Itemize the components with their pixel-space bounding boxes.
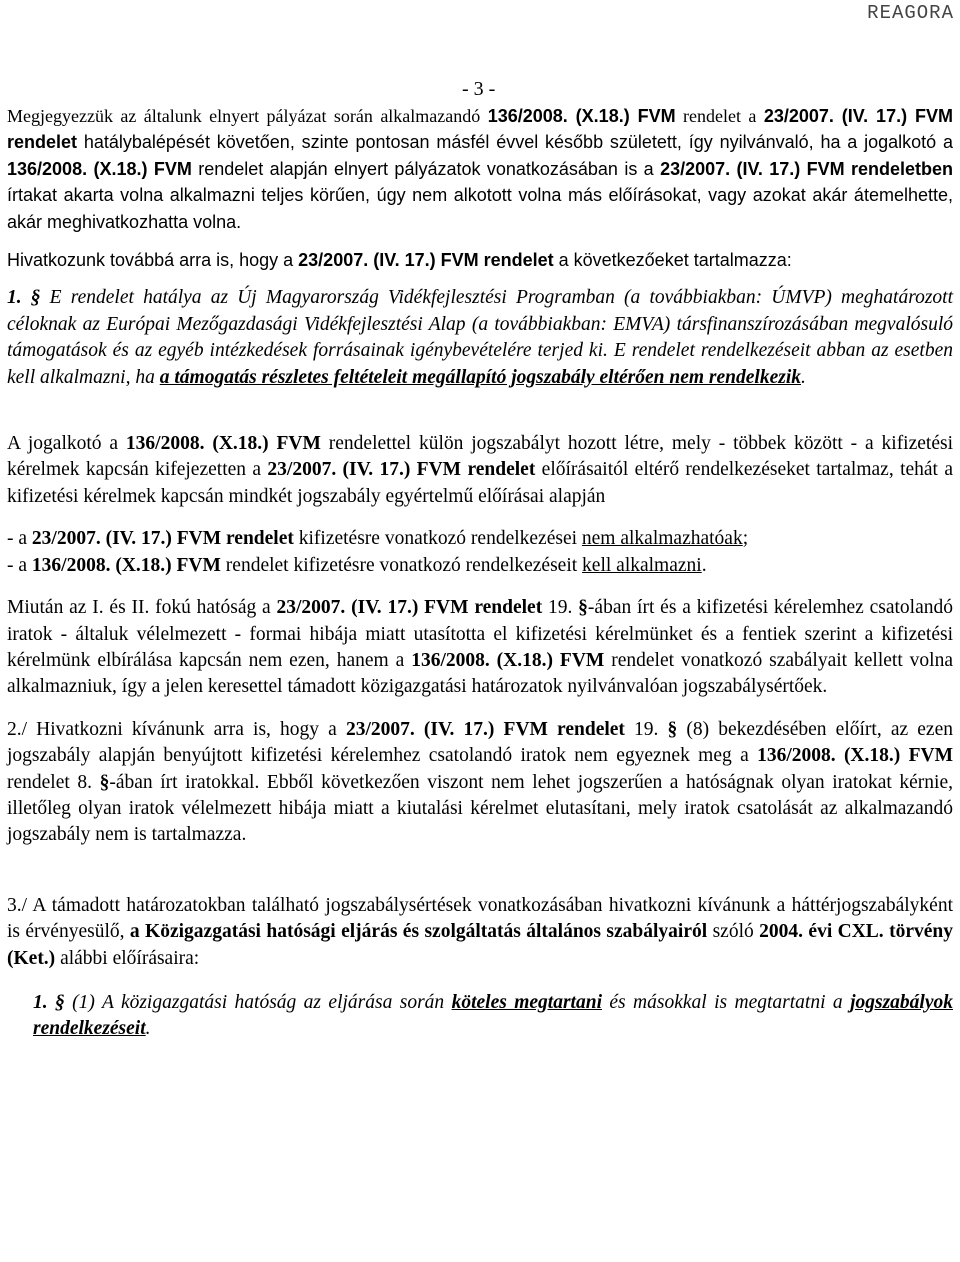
p2-text-c: a következőeket tartalmazza: [553,250,792,271]
p8-ref-2: 2004. évi CXL. törvény (Ket.) [7,921,953,969]
p6-text-d: -ában írt és a kifizetési kérelemhez csatolandó iratok - általuk vélelmezett - formai hibája miatt utasította el kifizetési kérelmünket és a fentiek szerint a kifizetési kérelmünk elbírálása kapcsán nem ezen, hanem a [7,597,953,671]
p6-text-a: Miután az I. és II. fokú hatóság a [7,597,277,619]
p8-text-a: 3./ A támadott határozatokban található jogszabálysértések vonatkozásában hivatkozni kívánunk a háttérjogszabályként is érvényesülő, [7,894,953,943]
p6-ref-2: 136/2008. (X.18.) FVM [411,649,605,671]
p4-ref-1: 136/2008. (X.18.) FVM [125,433,321,455]
p7-ref-1: 23/2007. (IV. 17.) FVM rendelet [345,718,625,740]
paragraph-8 [7,893,953,972]
quote-2-number: 1. [33,991,56,1013]
p1-text-d: hatálybalépését követően, szinte pontosan másfél évvel később született, így nyilvánvaló, ha a jogalkotó a [77,132,953,153]
p7-text-d: (8) bekezdésében előírt, az ezen jogszabály alapján benyújtott kifizetési kérelemhez csatolandó iratok nem egyeznek meg a [7,718,953,767]
p4-text-d: előírásaitól eltérő rendelkezéseket tartalmaz, tehát a kifizetési kérelmek kapcsán mindkét jogszabály egyértelmű előírásai alapján [7,459,953,507]
section-symbol: § [99,771,110,793]
p1-text-c: rendelet a [675,106,764,126]
p6-text-c: 19. [542,597,579,619]
p8-text-c: szóló [707,921,760,943]
p1-text-e: rendelet alapján elnyert pályázatok vonatkozásában is a [191,158,661,179]
p6-text-e: rendelet vonatkozó szabályait kellett volna alkalmazniuk, így a jelen keresettel támadott közigazgatási határozatok nyilvánvalóan jogszabálysértőek. [7,649,953,698]
page-number: - 3 - [462,78,496,100]
document-body [7,103,953,1043]
quote-1-text: E rendelet hatálya az Új Magyarország Vidékfejlesztési Programban (a továbbiakban: ÚMVP) meghatározott céloknak az Európai Mezőgazdasági Vidékfejlesztési Alap (a továbbiakban: EMVA) társfinanszírozásában megvalósuló támogatások és az egyéb intézkedések forrásainak igénybevételére terjed ki. E rendelet rendelkezéseit abban az esetben kell alkalmazni, ha [7,287,953,388]
list-item-1: - a 23/2007. (IV. 17.) FVM rendelet kifizetésre vonatkozó rendelkezései nem alkalmazhatóak; [7,528,749,550]
p4-text-c: rendelettel külön jogszabályt hozott létre, mely - többek között - a kifizetési kérelmek kapcsán kifejezetten a [7,433,953,481]
paragraph-4 [7,431,953,510]
section-symbol: § [30,287,41,309]
p1-ref-1: 136/2008. (X.18.) FVM [487,106,676,126]
paragraph-6 [7,595,953,701]
quote-1-end: . [801,366,806,388]
p4-ref-2: 23/2007. (IV. 17.) FVM rendelet [267,459,536,481]
quote-paragraph-1 [7,285,953,391]
paragraph-2 [7,247,953,273]
p4-text-a: A jogalkotó a [7,433,126,455]
p7-text-f: -ában írt iratokkal. Ebből következően viszont nem lehet jogszerűen a hatóságnak olyan iratokat kérnie, illetőleg olyan iratok vélelmezett hibája miatt a kiutalási kérelmet elutasítani, mely iratok csatolását az alkalmazandó jogszabály nem is tartalmazza. [7,771,954,846]
p7-text-c: 19. [624,718,668,740]
p1-ref-3: 136/2008. (X.18.) FVM [7,158,192,179]
list-conclusions [7,526,953,579]
section-symbol: § [578,597,588,619]
quote-paragraph-2 [7,990,953,1043]
quote-1-number: 1. [7,287,31,309]
quote-1-emphasis: a támogatás részletes feltételeit megállapító jogszabály eltérően nem rendelkezik [159,366,801,388]
list-item-2: - a 136/2008. (X.18.) FVM rendelet kifizetésre vonatkozó rendelkezéseit kell alkalmazni. [7,554,707,576]
p1-ref-4: 23/2007. (IV. 17.) FVM rendeletben [660,158,953,179]
p1-text-f: írtakat akarta volna alkalmazni teljes körűen, úgy nem alkotott volna más előírásokat, vagy azokat akár átemelhette, akár meghivatkozhatta volna. [7,185,953,232]
p1-ref-2: 23/2007. (IV. 17.) FVM rendelet [7,106,953,153]
p6-ref-1: 23/2007. (IV. 17.) FVM rendelet [276,597,543,619]
p1-text-a: Megjegyezzük az általunk elnyert pályázat során alkalmazandó [7,106,488,126]
quote-2-emphasis-2: jogszabályok rendelkezéseit [33,991,953,1040]
p8-text-d: alábbi előírásaira: [55,947,200,969]
p8-ref-1: a Közigazgatási hatósági eljárás és szolgáltatás általános szabályairól [129,921,708,943]
p7-text-a: 2./ Hivatkozni kívánunk arra is, hogy a [7,718,346,740]
quote-2-emphasis-1: köteles megtartani [451,991,602,1013]
section-symbol: § [667,718,678,740]
quote-2-text-b: és másokkal is megtartatni a [602,991,851,1013]
quote-2-text-a: (1) A közigazgatási hatóság az eljárása során [64,991,452,1013]
header-mark: REAGORA [867,2,954,24]
p2-ref-1: 23/2007. (IV. 17.) FVM rendelet [298,250,554,271]
paragraph-7 [7,717,953,849]
p7-ref-2: 136/2008. (X.18.) FVM [757,745,953,767]
p2-text-a: Hivatkozunk továbbá arra is, hogy a [7,250,299,271]
p7-text-e: rendelet 8. [7,771,100,793]
section-symbol: § [55,991,65,1013]
paragraph-1 [7,103,953,235]
quote-2-end: . [145,1018,151,1040]
